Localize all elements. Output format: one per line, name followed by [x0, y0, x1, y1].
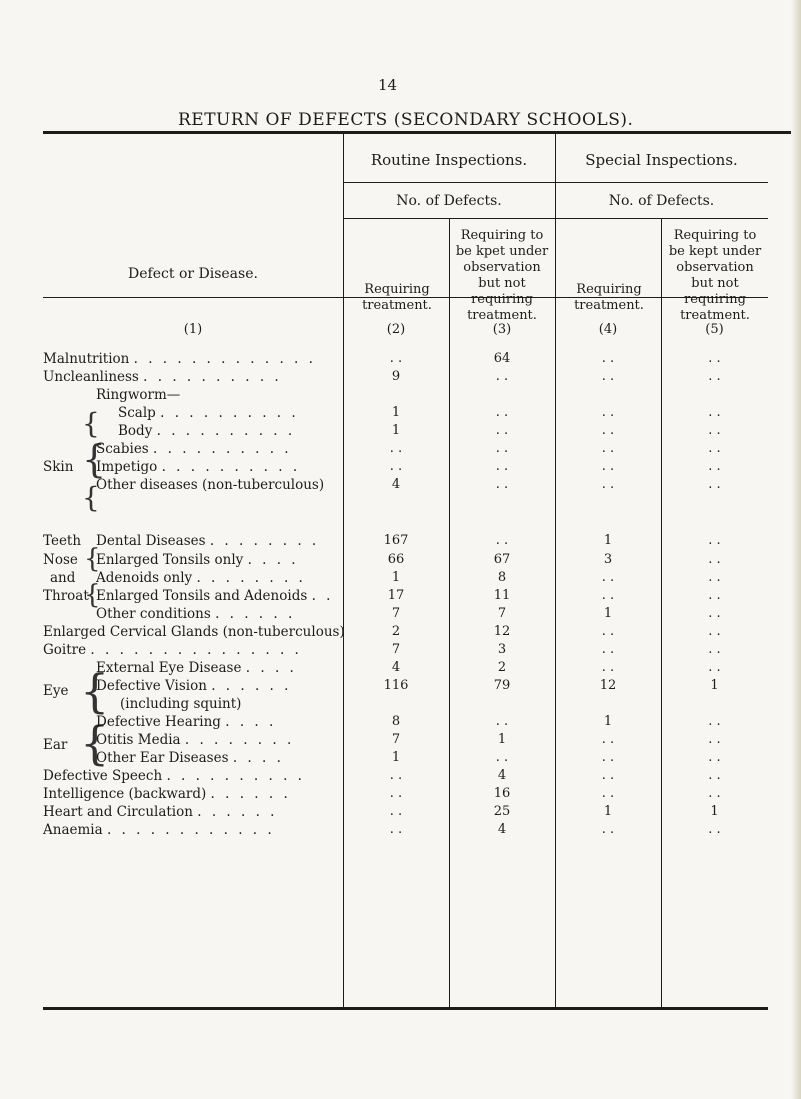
defect-or-disease-header: Defect or Disease. [128, 266, 258, 282]
cell-external-eye-c5: . . [708, 660, 721, 675]
cell-malnutrition-c4: . . [601, 351, 615, 366]
cell-speech-c5: . . [708, 768, 721, 783]
group-label-ear: Ear [43, 737, 68, 753]
cell-otitis-c2: 7 [391, 732, 401, 747]
cell-cervical-c5: . . [708, 624, 721, 639]
cell-impetigo-c4: . . [601, 459, 615, 474]
cell-hearing-c5: . . [708, 714, 721, 729]
cell-cervical-c2: 2 [391, 624, 401, 639]
cell-scalp-c5: . . [708, 405, 721, 420]
cell-impetigo-c2: . . [389, 459, 403, 474]
table-bottom-rule [43, 1007, 768, 1010]
cell-vision-c4: 12 [599, 678, 617, 693]
cell-tonsils-adenoids-c2: 17 [387, 588, 405, 603]
group-label-and: and [50, 570, 76, 586]
cell-malnutrition-c2: . . [389, 351, 403, 366]
routine-inspections-header: Routine Inspections. [370, 151, 528, 169]
cell-hearing-c4: 1 [603, 714, 613, 729]
row-label-other-ear: Other Ear Diseases . . . . [96, 750, 284, 766]
routine-no-of-defects: No. of Defects. [396, 193, 502, 209]
cell-goitre-c5: . . [708, 642, 721, 657]
cell-anaemia-c3: 4 [497, 822, 507, 837]
cell-intelligence-c5: . . [708, 786, 721, 801]
cell-impetigo-c5: . . [708, 459, 721, 474]
eye-brace: { [80, 664, 110, 718]
cell-tonsils-c5: . . [708, 552, 721, 567]
cell-speech-c2: . . [389, 768, 403, 783]
cell-other-conditions-c5: . . [708, 606, 721, 621]
row-label-adenoids: Adenoids only . . . . . . . . [96, 570, 306, 586]
page-number: 14 [378, 76, 398, 94]
row-label-ringworm: Ringworm— [96, 387, 181, 403]
cell-tonsils-adenoids-c3: 11 [493, 588, 511, 603]
cell-body-c2: 1 [391, 423, 401, 438]
special-inspections-header: Special Inspections. [585, 151, 738, 169]
cell-scabies-c4: . . [601, 441, 615, 456]
cell-goitre-c2: 7 [391, 642, 401, 657]
row-label-tonsils: Enlarged Tonsils only . . . . [96, 552, 299, 568]
cell-dental-c5: . . [708, 533, 721, 548]
cell-other-skin-c5: . . [708, 477, 721, 492]
skin-brace: { [82, 437, 107, 481]
row-label-external-eye: External Eye Disease . . . . [96, 660, 297, 676]
col3-number: (3) [492, 322, 512, 337]
col2-number: (2) [386, 322, 406, 337]
row-label-impetigo: Impetigo . . . . . . . . . . [96, 459, 301, 475]
col4-header: Requiring treatment. [574, 282, 644, 313]
cell-uncleanliness-c2: 9 [391, 369, 401, 384]
cell-heart-c5: 1 [710, 804, 719, 819]
group-label-eye: Eye [43, 683, 69, 699]
cell-other-skin-c2: 4 [391, 477, 401, 492]
cell-heart-c2: . . [389, 804, 403, 819]
cell-scalp-c2: 1 [391, 405, 401, 420]
cell-dental-c2: 167 [383, 533, 409, 548]
row-label-heart: Heart and Circulation . . . . . . [43, 804, 278, 820]
cell-tonsils-c4: 3 [603, 552, 613, 567]
cell-hearing-c2: 8 [391, 714, 401, 729]
row-label-intelligence: Intelligence (backward) . . . . . . [43, 786, 291, 802]
row-label-malnutrition: Malnutrition . . . . . . . . . . . . . [43, 351, 316, 367]
nose-brace-lower: { [84, 580, 101, 610]
col5-number: (5) [705, 322, 724, 337]
cell-goitre-c3: 3 [497, 642, 507, 657]
cell-body-c4: . . [601, 423, 615, 438]
col2-header: Requiring treatment. [362, 282, 432, 313]
cell-hearing-c3: . . [495, 714, 509, 729]
cell-speech-c4: . . [601, 768, 615, 783]
row-label-other-skin: Other diseases (non-tuberculous) [96, 477, 325, 493]
table-top-rule [43, 131, 791, 134]
cell-other-ear-c4: . . [601, 750, 615, 765]
cell-adenoids-c5: . . [708, 570, 721, 585]
col5-header: Requiring to be kept under observation but not requiring treatment. [668, 228, 762, 323]
cell-intelligence-c4: . . [601, 786, 615, 801]
col1-number: (1) [183, 322, 203, 337]
page-title: RETURN OF DEFECTS (SECONDARY SCHOOLS). [178, 110, 634, 130]
group-label-nose: Nose [43, 552, 78, 568]
cell-intelligence-c3: 16 [493, 786, 511, 801]
cell-scalp-c4: . . [601, 405, 615, 420]
cell-external-eye-c4: . . [601, 660, 615, 675]
cell-uncleanliness-c5: . . [708, 369, 721, 384]
cell-dental-c3: . . [495, 533, 509, 548]
cell-otitis-c3: 1 [497, 732, 507, 747]
cell-scabies-c3: . . [495, 441, 509, 456]
cell-goitre-c4: . . [601, 642, 615, 657]
row-label-tonsils-adenoids: Enlarged Tonsils and Adenoids . . [96, 588, 334, 604]
cell-otitis-c5: . . [708, 732, 721, 747]
cell-other-conditions-c2: 7 [391, 606, 401, 621]
cell-heart-c4: 1 [603, 804, 613, 819]
row-label-defective-hearing: Defective Hearing . . . . [96, 714, 277, 730]
cell-cervical-c3: 12 [493, 624, 511, 639]
cell-malnutrition-c5: . . [708, 351, 721, 366]
special-no-of-defects: No. of Defects. [608, 193, 715, 209]
row-label-other-conditions: Other conditions . . . . . . [96, 606, 296, 622]
cell-other-skin-c4: . . [601, 477, 615, 492]
row-label-defective-speech: Defective Speech . . . . . . . . . . [43, 768, 305, 784]
col3-header: Requiring to be kpet under observation but not requiring treatment. [455, 228, 549, 323]
nose-brace-upper: { [84, 544, 101, 574]
row-label-uncleanliness: Uncleanliness . . . . . . . . . . [43, 369, 282, 385]
row-label-otitis: Otitis Media . . . . . . . . [96, 732, 295, 748]
cell-intelligence-c2: . . [389, 786, 403, 801]
ear-brace: { [80, 716, 110, 770]
cell-other-skin-c3: . . [495, 477, 509, 492]
row-label-dental: Dental Diseases . . . . . . . . [96, 533, 320, 549]
cell-malnutrition-c3: 64 [493, 351, 511, 366]
cell-vision-c2: 116 [383, 678, 409, 693]
cell-vision-c3: 79 [493, 678, 511, 693]
row-label-cervical-glands: Enlarged Cervical Glands (non-tuberculous) [43, 624, 345, 640]
cell-anaemia-c4: . . [601, 822, 615, 837]
cell-adenoids-c4: . . [601, 570, 615, 585]
cell-anaemia-c5: . . [708, 822, 721, 837]
cell-heart-c3: 25 [493, 804, 511, 819]
row-label-scalp: Scalp . . . . . . . . . . [118, 405, 299, 421]
cell-external-eye-c3: 2 [497, 660, 507, 675]
cell-adenoids-c3: 8 [497, 570, 507, 585]
page-edge-shadow [791, 0, 801, 1099]
group-label-skin: Skin [43, 459, 74, 475]
skin-brace-lower: { [82, 481, 100, 514]
cell-adenoids-c2: 1 [391, 570, 401, 585]
cell-speech-c3: 4 [497, 768, 507, 783]
cell-external-eye-c2: 4 [391, 660, 401, 675]
cell-other-ear-c2: 1 [391, 750, 401, 765]
row-label-anaemia: Anaemia . . . . . . . . . . . . [43, 822, 275, 838]
cell-otitis-c4: . . [601, 732, 615, 747]
cell-body-c3: . . [495, 423, 509, 438]
cell-anaemia-c2: . . [389, 822, 403, 837]
cell-body-c5: . . [708, 423, 721, 438]
cell-cervical-c4: . . [601, 624, 615, 639]
cell-dental-c4: 1 [603, 533, 613, 548]
cell-tonsils-adenoids-c5: . . [708, 588, 721, 603]
row-label-squint: (including squint) [120, 696, 242, 712]
cell-scalp-c3: . . [495, 405, 509, 420]
cell-other-conditions-c4: 1 [603, 606, 613, 621]
row-label-body: Body . . . . . . . . . . [118, 423, 296, 439]
group-label-teeth: Teeth [43, 533, 82, 549]
cell-tonsils-c3: 67 [493, 552, 511, 567]
cell-tonsils-adenoids-c4: . . [601, 588, 615, 603]
col4-number: (4) [598, 322, 618, 337]
cell-tonsils-c2: 66 [387, 552, 405, 567]
skin-ringworm-brace: { [82, 407, 100, 440]
cell-vision-c5: 1 [710, 678, 719, 693]
cell-scabies-c2: . . [389, 441, 403, 456]
cell-scabies-c5: . . [708, 441, 721, 456]
cell-other-conditions-c3: 7 [497, 606, 507, 621]
cell-uncleanliness-c3: . . [495, 369, 509, 384]
cell-uncleanliness-c4: . . [601, 369, 615, 384]
group-label-throat: Throat [43, 588, 89, 604]
cell-other-ear-c5: . . [708, 750, 721, 765]
cell-other-ear-c3: . . [495, 750, 509, 765]
row-label-goitre: Goitre . . . . . . . . . . . . . . . [43, 642, 302, 658]
cell-impetigo-c3: . . [495, 459, 509, 474]
row-label-defective-vision: Defective Vision . . . . . . [96, 678, 292, 694]
row-label-scabies: Scabies . . . . . . . . . . [96, 441, 292, 457]
